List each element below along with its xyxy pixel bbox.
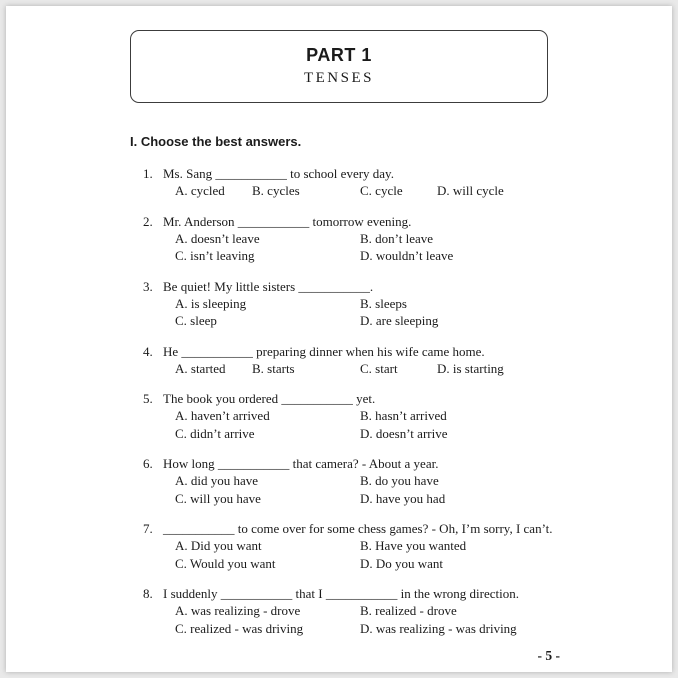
answer-option: B. cycles bbox=[252, 183, 300, 198]
question-number: 1. bbox=[143, 166, 153, 181]
answer-option: C. didn’t arrive bbox=[175, 425, 255, 441]
answer-option: C. start bbox=[360, 360, 398, 376]
question-item bbox=[130, 390, 572, 442]
options bbox=[175, 360, 572, 378]
answer-option: D. Do you want bbox=[360, 555, 444, 571]
question-line bbox=[130, 455, 572, 472]
question-item bbox=[130, 213, 572, 265]
question-number: 7. bbox=[143, 521, 153, 536]
answer-option: A. started bbox=[175, 360, 226, 376]
answer-option: C. cycle bbox=[360, 183, 403, 198]
question-text: Mr. Anderson ___________ tomorrow evening. bbox=[163, 213, 412, 229]
question-number: 8. bbox=[143, 586, 153, 601]
answer-option: D. will cycle bbox=[437, 183, 504, 198]
question-number: 3. bbox=[143, 278, 153, 294]
answer-option: A. cycled bbox=[175, 183, 225, 198]
options bbox=[175, 537, 572, 572]
answer-option: D. are sleeping bbox=[360, 313, 439, 328]
answer-option: C. Would you want bbox=[175, 555, 276, 571]
questions-list bbox=[130, 165, 572, 637]
answer-option: B. starts bbox=[252, 360, 295, 376]
question-text: Ms. Sang ___________ to school every day. bbox=[163, 166, 394, 181]
answer-option: B. don’t leave bbox=[360, 230, 434, 246]
question-line bbox=[130, 278, 572, 295]
page-number: - 5 - bbox=[537, 648, 560, 663]
question-item bbox=[130, 455, 572, 507]
answer-option: D. is starting bbox=[437, 360, 504, 376]
answer-option: B. sleeps bbox=[360, 295, 407, 311]
question-text: I suddenly ___________ that I ___________ in the wrong direction. bbox=[163, 586, 520, 601]
question-number: 5. bbox=[143, 391, 153, 406]
question-text: Be quiet! My little sisters ___________. bbox=[163, 278, 374, 294]
section-title: I. Choose the best answers. bbox=[130, 134, 302, 149]
answer-option: B. Have you wanted bbox=[360, 538, 467, 553]
question-text: He ___________ preparing dinner when his wife came home. bbox=[163, 343, 485, 359]
answer-option: C. sleep bbox=[175, 313, 217, 328]
answer-option: B. realized - drove bbox=[360, 603, 457, 618]
question-item bbox=[130, 343, 572, 378]
options bbox=[175, 602, 572, 637]
question-line bbox=[130, 343, 572, 360]
question-line bbox=[130, 520, 572, 537]
question-item bbox=[130, 520, 572, 572]
answer-option: D. have you had bbox=[360, 490, 446, 506]
question-text: The book you ordered ___________ yet. bbox=[163, 391, 376, 406]
answer-option: A. did you have bbox=[175, 473, 259, 488]
options bbox=[175, 295, 572, 330]
answer-option: A. was realizing - drove bbox=[175, 603, 301, 618]
page-content bbox=[130, 134, 572, 637]
question-text: ___________ to come over for some chess games? - Oh, I’m sorry, I can’t. bbox=[163, 521, 553, 536]
part-title: PART 1 bbox=[306, 45, 372, 65]
answer-option: C. realized - was driving bbox=[175, 620, 304, 636]
question-item bbox=[130, 585, 572, 637]
question-line bbox=[130, 390, 572, 407]
question-number: 6. bbox=[143, 456, 153, 471]
answer-option: C. isn’t leaving bbox=[175, 248, 255, 263]
answer-option: A. doesn’t leave bbox=[175, 230, 260, 246]
answer-option: D. wouldn’t leave bbox=[360, 248, 454, 263]
question-item bbox=[130, 278, 572, 330]
question-line bbox=[130, 585, 572, 602]
answer-option: D. doesn’t arrive bbox=[360, 425, 448, 441]
question-number: 2. bbox=[143, 213, 153, 229]
question-number: 4. bbox=[143, 343, 153, 359]
subject-title: TENSES bbox=[303, 70, 374, 86]
question-item bbox=[130, 165, 572, 200]
options bbox=[175, 230, 572, 265]
header-box bbox=[130, 30, 548, 103]
answer-option: A. is sleeping bbox=[175, 295, 247, 311]
options bbox=[175, 472, 572, 507]
answer-option: A. Did you want bbox=[175, 538, 262, 553]
options bbox=[175, 182, 572, 200]
question-line bbox=[130, 213, 572, 230]
answer-option: B. do you have bbox=[360, 473, 439, 488]
question-text: How long ___________ that camera? - About a year. bbox=[163, 456, 439, 471]
worksheet-page bbox=[6, 6, 672, 672]
question-line bbox=[130, 165, 572, 182]
answer-option: B. hasn’t arrived bbox=[360, 408, 447, 423]
answer-option: C. will you have bbox=[175, 490, 261, 506]
options bbox=[175, 407, 572, 442]
answer-option: D. was realizing - was driving bbox=[360, 620, 517, 636]
answer-option: A. haven’t arrived bbox=[175, 408, 270, 423]
